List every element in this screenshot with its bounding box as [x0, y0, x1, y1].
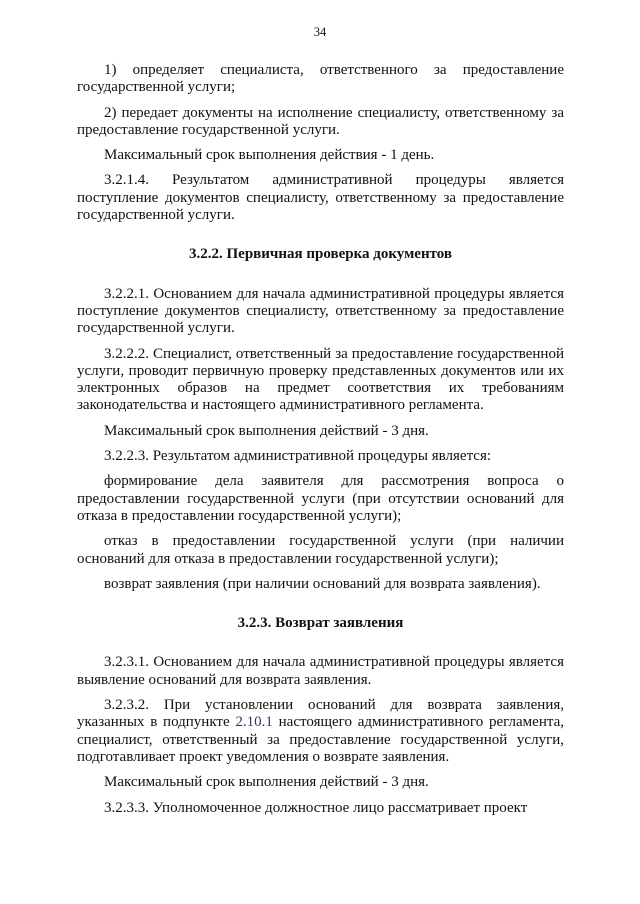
- paragraph: Максимальный срок выполнения действий - 3 дня.: [104, 422, 429, 439]
- paragraph: 1) определяет специалиста, ответственного за предоставление государственной услуги;: [77, 62, 564, 96]
- paragraph: 3.2.3.1. Основанием для начала административной процедуры является выявление оснований для возврата заявления.: [77, 654, 564, 688]
- subclause-link[interactable]: 2.10.1: [235, 714, 273, 731]
- paragraph: Максимальный срок выполнения действий - 3 дня.: [104, 774, 429, 791]
- section-heading: 3.2.2. Первичная проверка документов: [189, 246, 452, 263]
- paragraph: 3.2.2.3. Результатом административной процедуры является:: [104, 448, 492, 465]
- paragraph: отказ в предоставлении государственной услуги (при наличии оснований для отказа в предоставлении государственной услуги);: [77, 533, 564, 567]
- paragraph: 2) передает документы на исполнение специалисту, ответственному за предоставление государственной услуги.: [77, 104, 564, 138]
- paragraph: Максимальный срок выполнения действия - 1 день.: [104, 147, 435, 164]
- paragraph: формирование дела заявителя для рассмотрения вопроса о предоставлении государственной услуги (при отсутствии оснований для отказа в предоставлении государственной услуги);: [77, 473, 564, 524]
- paragraph: 3.2.2.1. Основанием для начала административной процедуры является поступление документов специалисту, ответственному за предоставление государственной услуги.: [77, 285, 564, 337]
- paragraph: 3.2.1.4. Результатом административной процедуры является поступление документов специалисту, ответственному за предоставление государственной услуги.: [77, 172, 564, 224]
- paragraph: 3.2.3.3. Уполномоченное должностное лицо рассматривает проект: [104, 799, 528, 816]
- section-heading: 3.2.3. Возврат заявления: [237, 615, 404, 632]
- document-body: [77, 62, 564, 817]
- paragraph: 3.2.2.2. Специалист, ответственный за предоставление государственной услуги, проводит первичную проверку представленных документов или их электронных образов на предмет соответствия их требованиям законодательства и настоящего административного регламента.: [77, 345, 564, 414]
- paragraph-text: 3.2.3.2. При установлении оснований для возврата заявления, указанных в подпункте: [77, 697, 564, 731]
- paragraph: возврат заявления (при наличии оснований для возврата заявления).: [104, 575, 541, 592]
- page-number: 34: [313, 25, 327, 39]
- paragraph: [77, 697, 564, 766]
- paragraph-text: настоящего административного регламента, специалист, ответственный за предоставление государственной услуги, подготавливает проект уведомления о возврате заявления.: [77, 714, 564, 765]
